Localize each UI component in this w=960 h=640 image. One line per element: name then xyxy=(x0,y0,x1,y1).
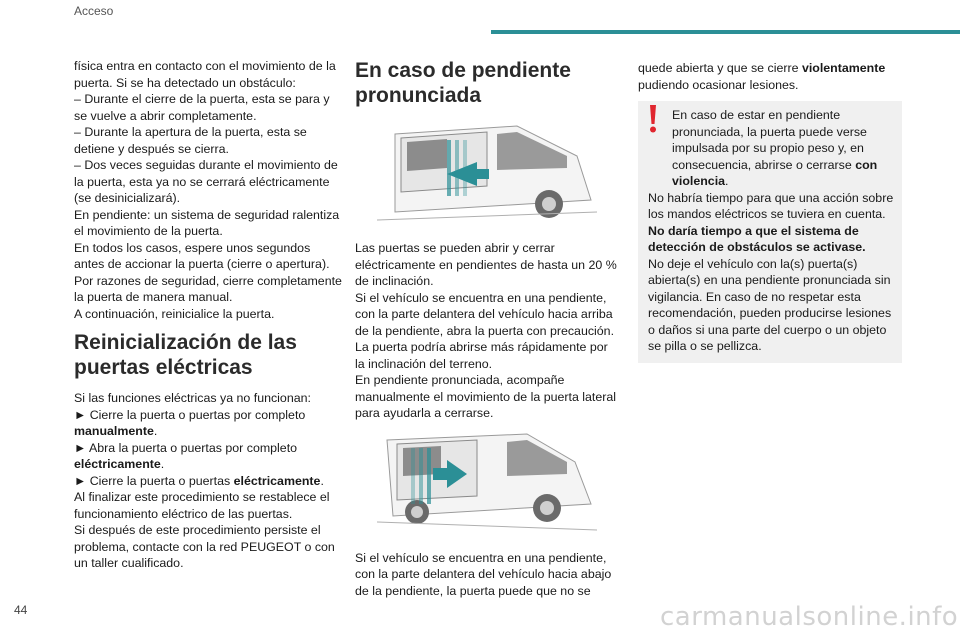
paragraph: Por razones de seguridad, cierre completamente la puerta de manera manual. xyxy=(74,273,342,304)
header-accent-bar xyxy=(491,30,960,34)
paragraph: – Durante el cierre de la puerta, esta se para y se vuelve a abrir completamente. xyxy=(74,92,330,123)
step-item: ► Abra la puerta o puertas por completo eléctricamente. xyxy=(74,440,298,471)
paragraph: Si el vehículo se encuentra en una pendiente, con la parte delantera del vehículo hacia abajo de la pendiente, la puerta puede que no se xyxy=(355,550,612,598)
heading-pendiente: En caso de pendiente pronunciada xyxy=(355,59,571,107)
column-left xyxy=(74,58,344,572)
warning-text: No habría tiempo para que una acción sobre los mandos eléctricos se tuviera en cuenta. xyxy=(648,190,894,221)
exclamation-icon xyxy=(648,105,658,133)
step-item: ► Cierre la puerta o puertas eléctricamente. xyxy=(74,473,324,488)
paragraph: En todos los casos, espere unos segundos antes de accionar la puerta (cierre o apertura). xyxy=(74,240,330,271)
warning-box xyxy=(638,101,902,363)
paragraph: Al finalizar este procedimiento se restablece el funcionamiento eléctrico de las puertas. xyxy=(74,490,330,521)
warning-text-bold: No daría tiempo a que el sistema de detección de obstáculos se activase. xyxy=(648,223,866,254)
warning-text: No deje el vehículo con la(s) puerta(s) abierta(s) en una pendiente pronunciada sin vigilancia. En caso de no respetar esta recomendación, pueden producirse lesiones o daños si una parte del cuerpo o un objeto se pilla o se pellizca. xyxy=(648,256,892,353)
section-title: Acceso xyxy=(74,4,114,18)
paragraph: quede abierta y que se cierre violentamente pudiendo ocasionar lesiones. xyxy=(638,61,886,92)
watermark-logo: carmanualsonline.info xyxy=(660,602,959,632)
paragraph: Si las funciones eléctricas ya no funcionan: xyxy=(74,391,311,405)
paragraph: Si después de este procedimiento persiste el problema, contacte con la red PEUGEOT o con un taller cualificado. xyxy=(74,523,335,570)
paragraph: En pendiente pronunciada, acompañe manualmente el movimiento de la puerta lateral para ayudarla a cerrarse. xyxy=(355,373,617,420)
paragraph: física entra en contacto con el movimiento de la puerta. Si se ha detectado un obstáculo: xyxy=(74,59,336,90)
paragraph: A continuación, reinicialice la puerta. xyxy=(74,306,275,321)
warning-text: En caso de estar en pendiente pronunciada, la puerta puede verse impulsada por su propio peso y, en consecuencia, abrirse o cerrarse con violencia. xyxy=(672,108,878,188)
step-item: ► Cierre la puerta o puertas por completo manualmente. xyxy=(74,407,306,438)
paragraph: Las puertas se pueden abrir y cerrar eléctricamente en pendientes de hasta un 20 % de inclinación. xyxy=(355,241,617,288)
van-door-slope-down-illustration xyxy=(377,426,597,536)
van-door-slope-up-illustration xyxy=(377,116,597,226)
page-number: 44 xyxy=(14,603,28,617)
paragraph: La puerta podría abrirse más rápidamente por la inclinación del terreno. xyxy=(355,340,608,371)
heading-reinicializacion: Reinicialización de las puertas eléctricas xyxy=(74,331,297,379)
paragraph: En pendiente: un sistema de seguridad ralentiza el movimiento de la puerta. xyxy=(74,207,340,238)
column-middle xyxy=(355,58,618,599)
paragraph: – Durante la apertura de la puerta, esta se detiene y después se cierra. xyxy=(74,125,307,156)
paragraph: – Dos veces seguidas durante el movimiento de la puerta, esta ya no se cerrará eléctricamente (se desinicializará). xyxy=(74,158,338,205)
paragraph: Si el vehículo se encuentra en una pendiente, con la parte delantera del vehículo hacia arriba de la pendiente, abra la puerta con precaución. xyxy=(355,290,615,338)
column-right xyxy=(638,60,902,363)
